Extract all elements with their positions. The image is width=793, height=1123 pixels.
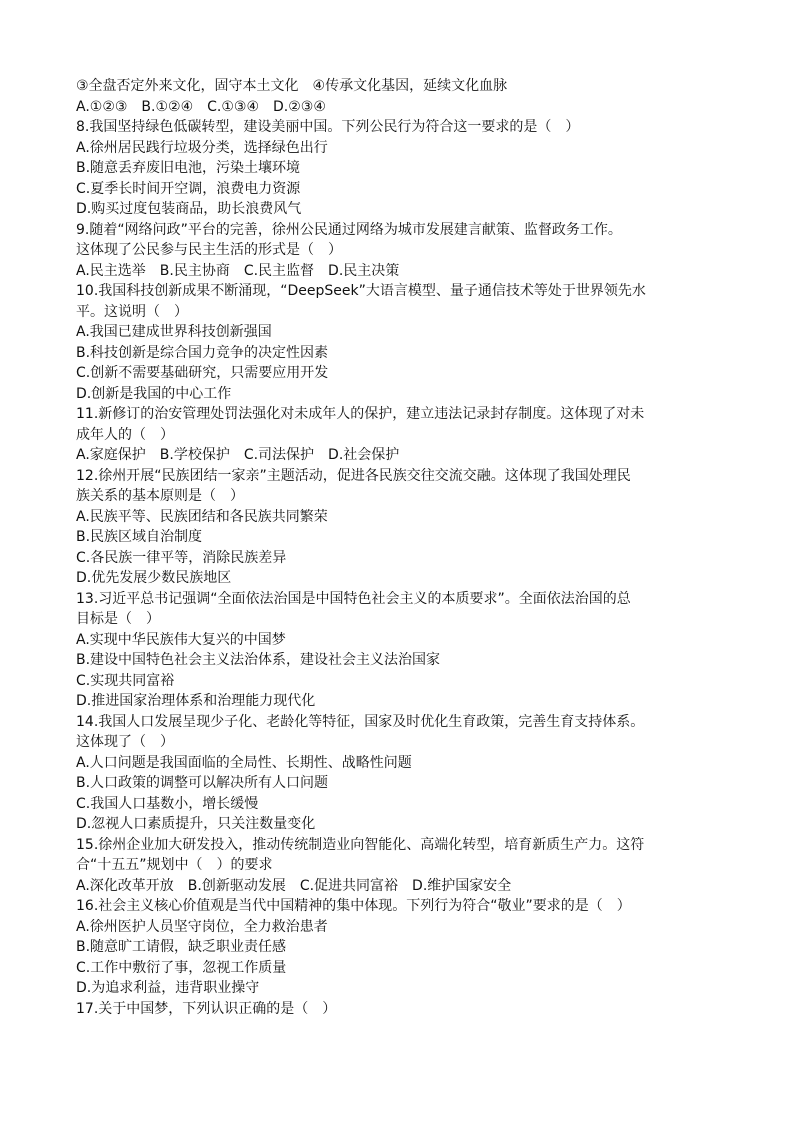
document-body — [76, 76, 736, 1019]
text-line: 10.我国科技创新成果不断涌现，“DeepSeek”大语言模型、量子通信技术等处于世界领先水 — [76, 283, 646, 299]
text-line: 族关系的基本原则是（ ） — [76, 488, 244, 504]
text-line: 11.新修订的治安管理处罚法强化对未成年人的保护，建立违法记录封存制度。这体现了对未 — [76, 406, 645, 422]
text-line: 12.徐州开展“民族团结一家亲”主题活动，促进各民族交往交流交融。这体现了我国处理民 — [76, 467, 631, 484]
text-line: 合“十五五”规划中（ ）的要求 — [76, 857, 273, 873]
text-line: 14.我国人口发展呈现少子化、老龄化等特征，国家及时优化生育政策，完善生育支持体系。 — [76, 713, 645, 730]
text-line: A.民主选举 B.民主协商 C.民主监督 D.民主决策 — [76, 262, 400, 279]
text-line: B.建设中国特色社会主义法治体系，建设社会主义法治国家 — [76, 652, 441, 668]
text-line: A.深化改革开放 B.创新驱动发展 C.促进共同富裕 D.维护国家安全 — [76, 877, 512, 894]
text-line: 目标是（ ） — [76, 611, 160, 627]
text-line: A.人口问题是我国面临的全局性、长期性、战略性问题 — [76, 754, 412, 771]
text-line: 13.习近平总书记强调“全面依法治国是中国特色社会主义的本质要求”。全面依法治国的总 — [76, 590, 631, 607]
text-line: 16.社会主义核心价值观是当代中国精神的集中体现。下列行为符合“敬业”要求的是（ ） — [76, 898, 631, 914]
text-line: C.各民族一律平等，消除民族差异 — [76, 549, 287, 566]
text-line: D.忽视人口素质提升，只关注数量变化 — [76, 816, 316, 832]
text-line: 这体现了（ ） — [76, 734, 174, 750]
text-line: C.创新不需要基础研究，只需要应用开发 — [76, 365, 329, 381]
text-line: B.科技创新是综合国力竞争的决定性因素 — [76, 344, 329, 361]
text-line: 这体现了公民参与民主生活的形式是（ ） — [76, 242, 342, 258]
text-line: 平。这说明（ ） — [76, 303, 188, 320]
text-line: A.①②③ B.①②④ C.①③④ D.②③④ — [76, 98, 326, 115]
text-line: 成年人的（ ） — [76, 426, 174, 443]
text-line: 17.关于中国梦，下列认识正确的是（ ） — [76, 1000, 337, 1017]
text-line: C.工作中敷衍了事，忽视工作质量 — [76, 959, 287, 976]
text-line: A.徐州居民践行垃圾分类，选择绿色出行 — [76, 139, 328, 156]
text-line: A.实现中华民族伟大复兴的中国梦 — [76, 631, 286, 648]
text-line: 15.徐州企业加大研发投入，推动传统制造业向智能化、高端化转型，培育新质生产力。这符 — [76, 836, 645, 853]
text-line: C.夏季长时间开空调，浪费电力资源 — [76, 180, 301, 197]
text-line: D.创新是我国的中心工作 — [76, 385, 232, 402]
text-line: A.我国已建成世界科技创新强国 — [76, 324, 272, 340]
text-line: 9.随着“网络问政”平台的完善，徐州公民通过网络为城市发展建言献策、监督政务工作。 — [76, 221, 622, 238]
text-line: B.民族区域自治制度 — [76, 529, 203, 545]
text-line: D.为追求利益，违背职业操守 — [76, 980, 260, 996]
text-line: B.随意丢弃废旧电池，污染土壤环境 — [76, 160, 301, 176]
text-line: D.推进国家治理体系和治理能力现代化 — [76, 693, 316, 709]
text-line: 8.我国坚持绿色低碳转型，建设美丽中国。下列公民行为符合这一要求的是（ ） — [76, 119, 580, 135]
text-line: ③全盘否定外来文化，固守本土文化 ④传承文化基因，延续文化血脉 — [76, 78, 508, 94]
text-line: A.民族平等、民族团结和各民族共同繁荣 — [76, 508, 328, 525]
text-line: B.人口政策的调整可以解决所有人口问题 — [76, 775, 329, 791]
text-line: D.购买过度包装商品，助长浪费风气 — [76, 201, 302, 217]
text-line: A.徐州医护人员坚守岗位，全力救治患者 — [76, 918, 328, 935]
text-line: D.优先发展少数民族地区 — [76, 570, 232, 586]
text-line: B.随意旷工请假，缺乏职业责任感 — [76, 939, 287, 955]
text-line: C.我国人口基数小，增长缓慢 — [76, 795, 259, 812]
text-line: A.家庭保护 B.学校保护 C.司法保护 D.社会保护 — [76, 447, 400, 463]
text-line: C.实现共同富裕 — [76, 672, 175, 689]
